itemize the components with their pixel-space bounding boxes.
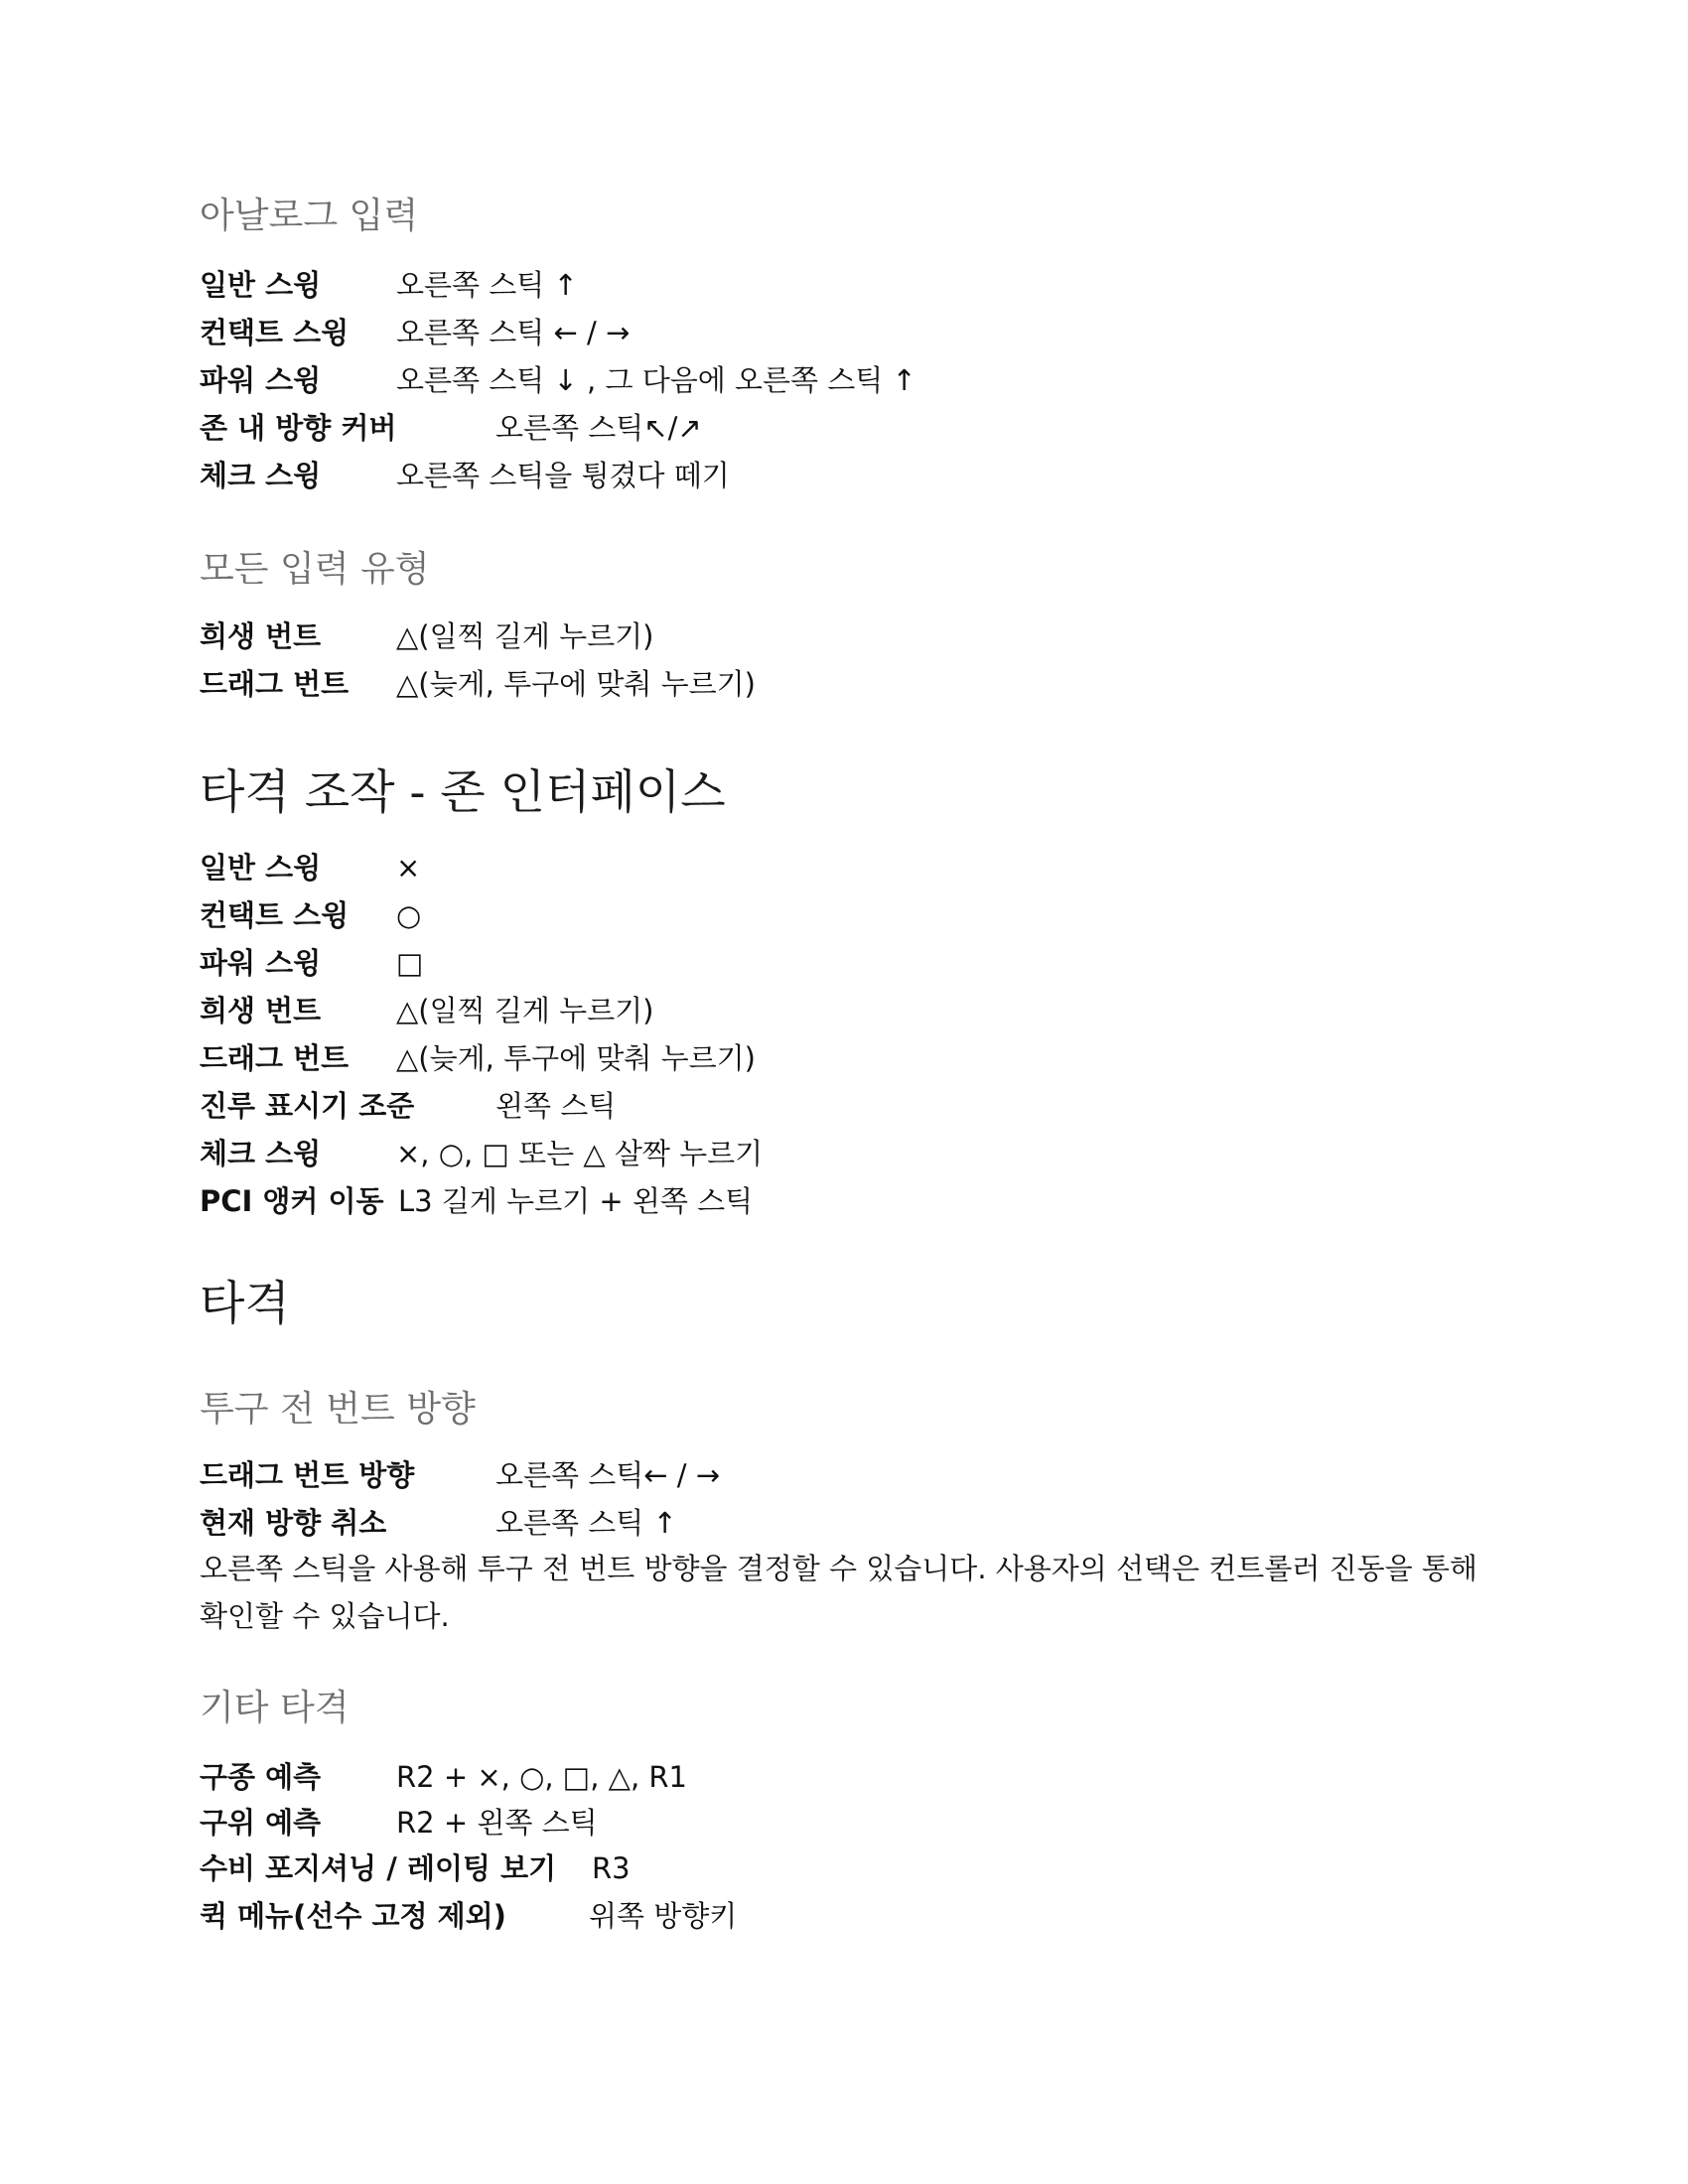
control-label: 현재 방향 취소 bbox=[200, 1506, 387, 1540]
control-label: 수비 포지셔닝 / 레이팅 보기 bbox=[200, 1851, 557, 1885]
control-value: 위쪽 방향키 bbox=[589, 1899, 738, 1933]
control-label: 파워 스윙 bbox=[200, 363, 322, 397]
control-value: 오른쪽 스틱↖/↗ bbox=[495, 411, 702, 445]
control-value: △(늦게, 투구에 맞춰 누르기) bbox=[396, 1041, 756, 1075]
control-value: 오른쪽 스틱을 튕겼다 떼기 bbox=[396, 459, 730, 492]
control-value: 오른쪽 스틱 ↑ bbox=[396, 268, 578, 302]
control-value: R2 + ×, ○, □, △, R1 bbox=[396, 1760, 687, 1794]
control-value: △(늦게, 투구에 맞춰 누르기) bbox=[396, 667, 756, 701]
section-heading-pre-pitch-bunt: 투구 전 번트 방향 bbox=[200, 1389, 476, 1430]
control-value: △(일찍 길게 누르기) bbox=[396, 619, 654, 653]
control-label: 컨택트 스윙 bbox=[200, 898, 350, 932]
control-label: PCI 앵커 이동 bbox=[200, 1184, 384, 1218]
control-label: 희생 번트 bbox=[200, 994, 322, 1027]
control-label: 일반 스윙 bbox=[200, 268, 322, 302]
control-label: 컨택트 스윙 bbox=[200, 316, 350, 349]
control-value: R3 bbox=[592, 1851, 631, 1885]
control-label: 일반 스윙 bbox=[200, 851, 322, 885]
section-heading-all-input-types: 모든 입력 유형 bbox=[200, 549, 430, 590]
control-label: 체크 스윙 bbox=[200, 1137, 322, 1170]
section-heading-other-batting: 기타 타격 bbox=[200, 1688, 350, 1728]
control-value: × bbox=[396, 851, 421, 885]
control-label: 진루 표시기 조준 bbox=[200, 1089, 415, 1123]
control-value: △(일찍 길게 누르기) bbox=[396, 994, 654, 1027]
control-value: ○ bbox=[396, 898, 422, 932]
control-label: 드래그 번트 방향 bbox=[200, 1458, 415, 1492]
control-label: 드래그 번트 bbox=[200, 667, 350, 701]
section-heading-zone-interface: 타격 조작 - 존 인터페이스 bbox=[200, 765, 726, 820]
control-label: 퀵 메뉴(선수 고정 제외) bbox=[200, 1899, 506, 1933]
control-value: ×, ○, □ 또는 △ 살짝 누르기 bbox=[396, 1137, 764, 1170]
control-label: 구종 예측 bbox=[200, 1760, 322, 1794]
section-heading-analog-input: 아날로그 입력 bbox=[200, 196, 419, 236]
control-value: 오른쪽 스틱 ↑ bbox=[495, 1506, 677, 1540]
control-value: 오른쪽 스틱 ↓ , 그 다음에 오른쪽 스틱 ↑ bbox=[396, 363, 916, 397]
control-value: R2 + 왼쪽 스틱 bbox=[396, 1806, 598, 1840]
control-value: □ bbox=[396, 946, 424, 980]
control-label: 파워 스윙 bbox=[200, 946, 322, 980]
control-label: 구위 예측 bbox=[200, 1806, 322, 1840]
control-value: 오른쪽 스틱 ← / → bbox=[396, 316, 631, 349]
control-label: 존 내 방향 커버 bbox=[200, 411, 397, 445]
bunt-direction-description: 오른쪽 스틱을 사용해 투구 전 번트 방향을 결정할 수 있습니다. 사용자의 선택은 컨트롤러 진동을 통해 확인할 수 있습니다. bbox=[200, 1552, 1477, 1633]
control-label: 드래그 번트 bbox=[200, 1041, 350, 1075]
control-label: 체크 스윙 bbox=[200, 459, 322, 492]
control-value: L3 길게 누르기 + 왼쪽 스틱 bbox=[398, 1184, 754, 1218]
control-value: 오른쪽 스틱← / → bbox=[495, 1458, 721, 1492]
section-heading-batting: 타격 bbox=[200, 1277, 290, 1331]
control-label: 희생 번트 bbox=[200, 619, 322, 653]
control-value: 왼쪽 스틱 bbox=[495, 1089, 617, 1123]
